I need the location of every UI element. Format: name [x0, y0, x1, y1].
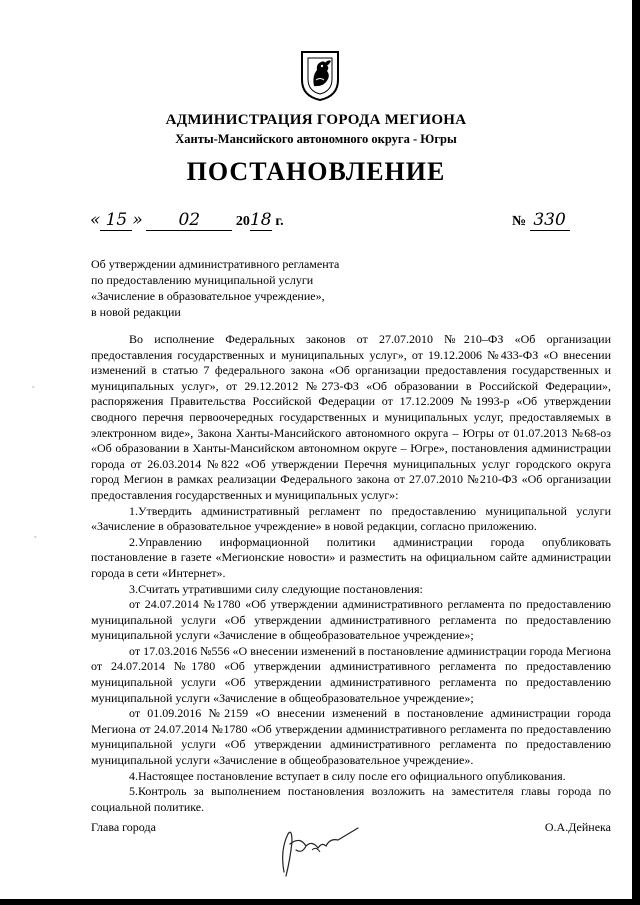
date-month: 02 [146, 210, 232, 231]
body-paragraph: 2.Управлению информационной политики администрации города опубликовать постановление в газете «Мегионские новости» и разместить на официальном сайте администрации города в сети «Интернет». [91, 534, 611, 580]
body-paragraph: от 17.03.2016 №556 «О внесении изменений в постановление администрации города Мегиона от 24.07.2014 №1780 «Об утверждении административного регламента по предоставлению муниципальной услуги «Об утверждении административного регламента по предоставлению муниципальной услуги «Зачисление в общеобразовательное учреждение»; [91, 643, 611, 705]
body-paragraph: от 01.09.2016 №2159 «О внесении изменений в постановление администрации города Мегиона от 24.07.2014 №1780 «Об утверждении административного регламента по предоставлению муниципальной услуги «Об утверждении административного регламента по предоставлению муниципальной услуги «Зачисление в общеобразовательное учреждение». [91, 706, 611, 768]
document-body [91, 332, 611, 815]
signatory-name: О.А.Дейнека [544, 820, 611, 834]
scan-border-right [632, 0, 640, 905]
document-date [90, 210, 284, 231]
body-paragraph: 4.Настоящее постановление вступает в силу после его официального опубликования. [129, 768, 566, 783]
document-number [512, 210, 570, 231]
body-paragraph: 5.Контроль за выполнением постановления возложить на заместителя главы города по социальной политике. [91, 784, 611, 814]
city-coat-of-arms-icon [300, 50, 340, 102]
organization-subtitle: Ханты-Мансийского автономного округа - Югры [175, 132, 457, 146]
date-open-quote: « [90, 210, 101, 230]
date-close-quote: » [132, 210, 143, 230]
body-paragraph: Во исполнение Федеральных законов от 27.07.2010 №210–ФЗ «Об организации предоставления государственных и муниципальных услуг», от 19.12.2006 №433-ФЗ «О внесении изменений в статью 7 федерального закона «Об организации предоставления государственных и муниципальных услуг», от 29.12.2012 №273-ФЗ «Об образовании в Российской Федерации», распоряжения Правительства Российской Федерации от 17.12.2009 №1993-р «Об утверждении сводного перечня первоочередных государственных и муниципальных услуг, предоставляемых в электронном виде», Закона Ханты-Мансийского автономного округа – Югры от 01.07.2013 №68-оз «Об образовании в Ханты-Мансийском автономном округе – Югре», постановления администрации города от 26.03.2014 №822 «Об утверждении Перечня муниципальных услуг городского округа город Мегион в рамках реализации Федерального закона от 27.07.2010 №210-ФЗ «Об организации предоставления государственных и муниципальных услуг»: [91, 332, 611, 502]
scan-artifact: ◦ [32, 383, 35, 391]
subject-line: по предоставлению муниципальной услуги [91, 273, 314, 287]
date-year-suffix: 18 [249, 210, 272, 230]
date-year-abbr: г. [275, 214, 284, 229]
date-year-prefix: 20 [235, 214, 250, 229]
date-day: 15 [100, 210, 132, 231]
organization-name: АДМИНИСТРАЦИЯ ГОРОДА МЕГИОНА [165, 112, 467, 128]
document-subject [91, 256, 391, 320]
number-value: 330 [530, 210, 570, 231]
body-paragraph: 3.Считать утратившими силу следующие постановления: [129, 581, 423, 596]
subject-line: Об утверждении административного регламента [91, 257, 340, 271]
scan-border-bottom [0, 899, 640, 905]
number-sign: № [512, 214, 527, 229]
signatory-title: Глава города [91, 820, 156, 834]
subject-line: в новой редакции [91, 305, 181, 319]
scan-artifact: ◦ [34, 533, 37, 541]
body-paragraph: 1.Утвердить административный регламент по предоставлению муниципальной услуги «Зачисление в образовательное учреждение» в новой редакции, согласно приложению. [91, 503, 611, 534]
body-paragraph: от 24.07.2014 №1780 «Об утверждении административного регламента по предоставлению муниципальной услуги «Об утверждении административного регламента по предоставлению муниципальной услуги «Зачисление в общеобразовательное учреждение»; [91, 597, 611, 643]
subject-line: «Зачисление в образовательное учреждение», [91, 289, 325, 303]
document-type-title: ПОСТАНОВЛЕНИЕ [186, 157, 446, 186]
handwritten-signature-icon [266, 820, 376, 880]
